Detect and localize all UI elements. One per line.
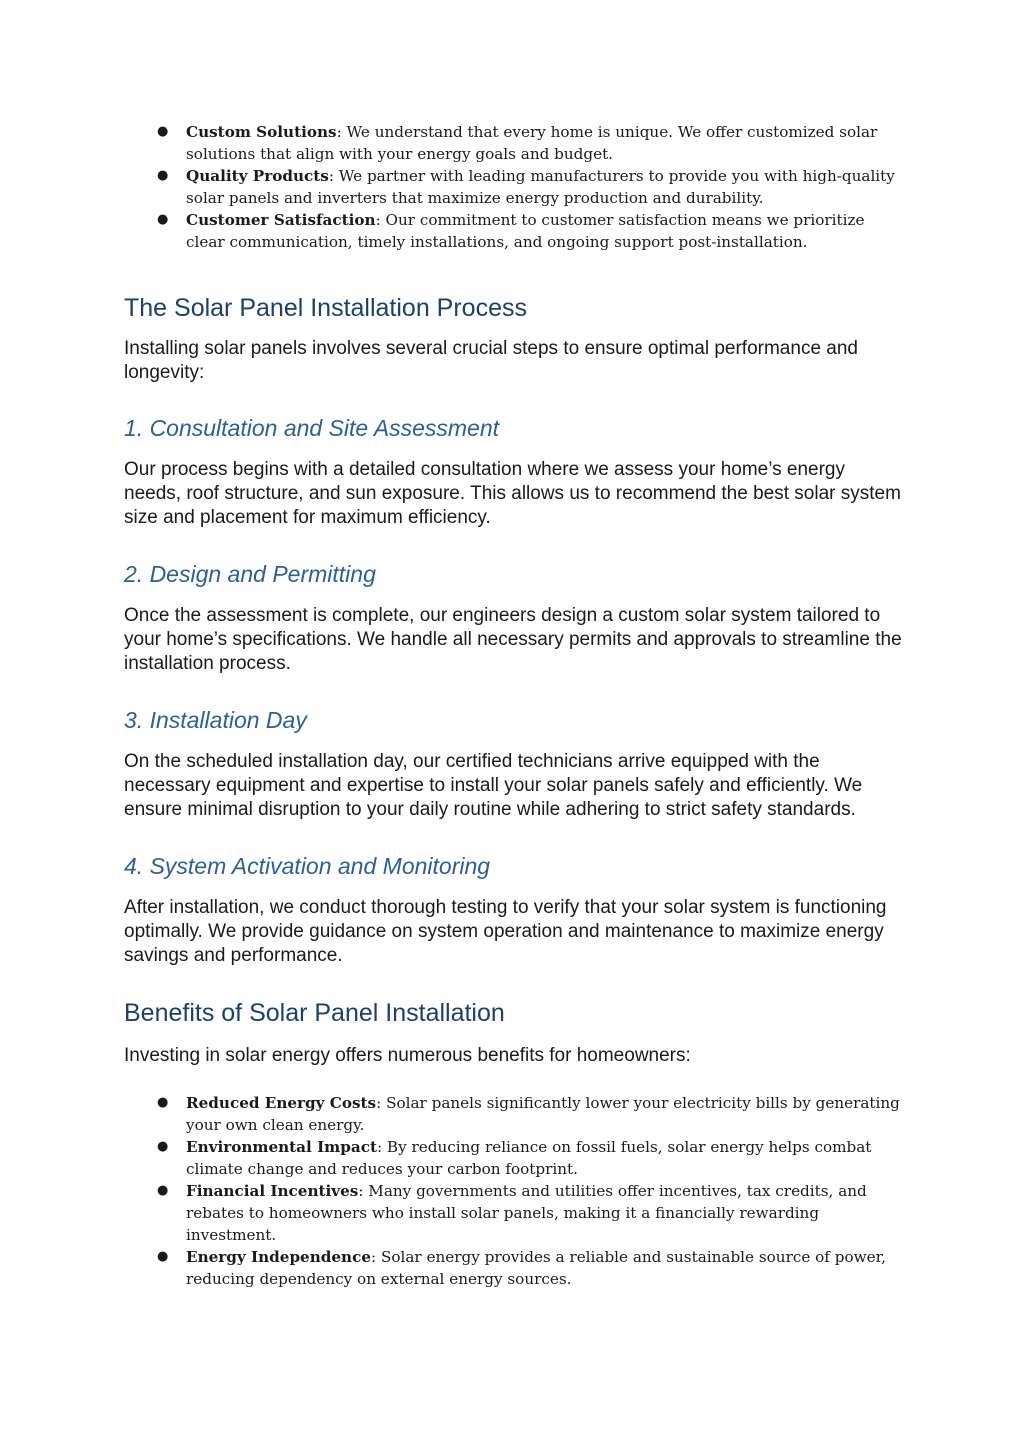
list-item-term: Energy Independence — [186, 1248, 372, 1266]
benefits-bullet-list — [124, 1092, 904, 1290]
bullet-icon: ● — [157, 1183, 169, 1198]
list-item-text: : Our commitment to customer satisfaction means we prioritize clear communication, timely installations, and ongoing support post-installation. — [186, 211, 865, 251]
section-heading-benefits: Benefits of Solar Panel Installation — [124, 999, 505, 1027]
step-heading: 3. Installation Day — [124, 707, 307, 733]
bullet-icon: ● — [157, 1249, 169, 1264]
list-item-term: Quality Products — [186, 167, 329, 185]
benefits-intro: Investing in solar energy offers numerous benefits for homeowners: — [124, 1045, 691, 1066]
step-heading: 1. Consultation and Site Assessment — [124, 415, 500, 441]
list-item-text: : Many governments and utilities offer incentives, tax credits, and rebates to homeowners who install solar panels, making it a financially rewarding investment. — [186, 1182, 867, 1244]
list-item-text: : By reducing reliance on fossil fuels, solar energy helps combat climate change and reduces your carbon footprint. — [186, 1138, 872, 1178]
step-text: Our process begins with a detailed consultation where we assess your home’s energy needs, roof structure, and sun exposure. This allows us to recommend the best solar system size and placement for maximum efficiency. — [124, 459, 901, 528]
bullet-icon: ● — [157, 212, 169, 227]
list-item-text: : Solar energy provides a reliable and sustainable source of power, reducing dependency on external energy sources. — [186, 1248, 887, 1288]
process-intro: Installing solar panels involves several crucial steps to ensure optimal performance and longevity: — [124, 338, 858, 383]
bullet-icon: ● — [157, 124, 169, 139]
bullet-icon: ● — [157, 168, 169, 183]
bullet-icon: ● — [157, 1095, 169, 1110]
top-bullet-list — [124, 121, 904, 253]
step-heading: 2. Design and Permitting — [124, 561, 376, 587]
step-heading: 4. System Activation and Monitoring — [124, 853, 491, 879]
step-text: After installation, we conduct thorough testing to verify that your solar system is functioning optimally. We provide guidance on system operation and maintenance to maximize energy savings and performance. — [124, 897, 887, 966]
list-item-text: : We understand that every home is unique. We offer customized solar solutions that align with your energy goals and budget. — [186, 123, 878, 163]
list-item-term: Reduced Energy Costs — [186, 1094, 377, 1112]
step-text: Once the assessment is complete, our engineers design a custom solar system tailored to your home’s specifications. We handle all necessary permits and approvals to streamline the installation process. — [124, 605, 902, 674]
step-text: On the scheduled installation day, our certified technicians arrive equipped with the necessary equipment and expertise to install your solar panels safely and efficiently. We ensure minimal disruption to your daily routine while adhering to strict safety standards. — [124, 751, 863, 820]
list-item-text: : Solar panels significantly lower your electricity bills by generating your own clean energy. — [186, 1094, 900, 1134]
bullet-icon: ● — [157, 1139, 169, 1154]
list-item-text: : We partner with leading manufacturers to provide you with high-quality solar panels and inverters that maximize energy production and durability. — [186, 167, 895, 207]
list-item — [124, 209, 904, 253]
list-item — [124, 1092, 904, 1136]
document-page — [124, 121, 904, 1290]
list-item — [124, 1136, 904, 1180]
list-item-term: Environmental Impact — [186, 1138, 377, 1156]
list-item — [124, 1246, 904, 1290]
list-item-term: Custom Solutions — [186, 123, 337, 141]
list-item-term: Financial Incentives — [186, 1182, 359, 1200]
list-item-term: Customer Satisfaction — [186, 211, 376, 229]
list-item — [124, 165, 904, 209]
section-heading-process: The Solar Panel Installation Process — [124, 294, 527, 322]
list-item — [124, 1180, 904, 1246]
list-item — [124, 121, 904, 165]
